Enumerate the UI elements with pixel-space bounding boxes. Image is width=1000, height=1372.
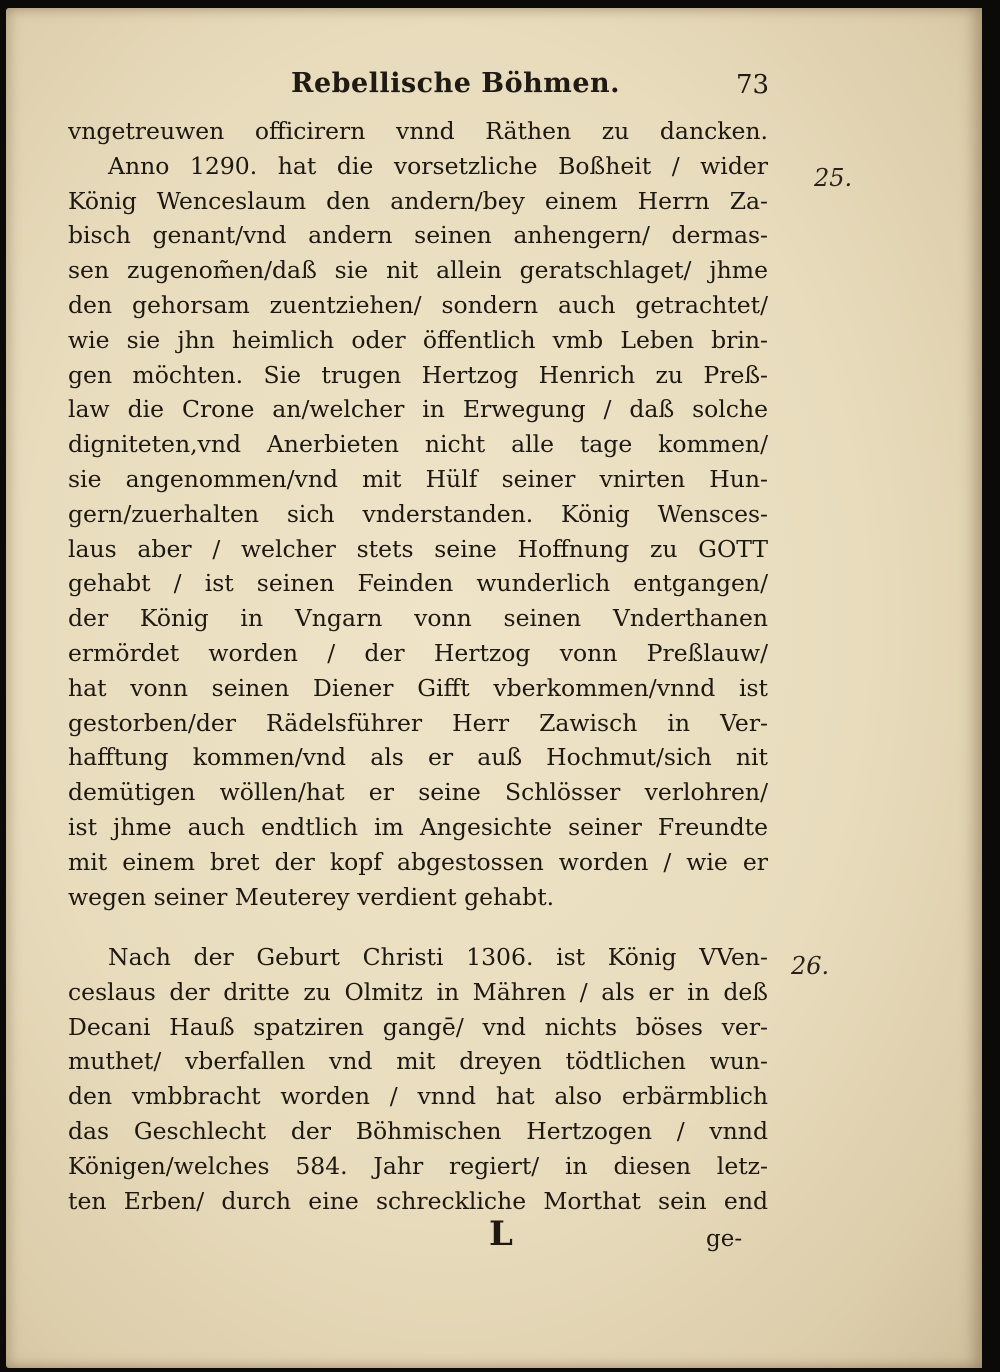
text-line: ist jhme auch endtlich im Angesichte seiner Freundte: [68, 812, 768, 841]
text-line: König Wenceslaum den andern/bey einem Herrn Za-: [68, 186, 768, 215]
text-line: sie angenommen/vnd mit Hülf seiner vnirten Hun-: [68, 464, 768, 493]
text-line: digniteten,vnd Anerbieten nicht alle tage kommen/: [68, 430, 768, 459]
text-line: vngetreuwen officirern vnnd Räthen zu dancken.: [68, 117, 768, 145]
text-line: Anno 1290. hat die vorsetzliche Boßheit / wider: [108, 151, 768, 180]
text-line: gestorben/der Rädelsführer Herr Zawisch in Ver-: [68, 708, 768, 737]
text-line: ceslaus der dritte zu Olmitz in Mähren / als er in deß: [68, 977, 768, 1006]
text-line: gehabt / ist seinen Feinden wunderlich entgangen/: [68, 569, 768, 598]
text-line: gen möchten. Sie trugen Hertzog Henrich zu Preß-: [68, 360, 768, 389]
text-line: law die Crone an/welcher in Erwegung / daß solche: [68, 395, 768, 424]
text-line: ten Erben/ durch eine schreckliche Morthat sein end: [68, 1186, 768, 1215]
page-header: [76, 64, 776, 104]
paragraph-2: [68, 940, 768, 1218]
text-line: hat vonn seinen Diener Gifft vberkommen/vnnd ist: [68, 673, 768, 702]
text-line: Decani Hauß spatziren gangē/ vnd nichts böses ver-: [68, 1012, 768, 1041]
margin-note-26: 26.: [791, 952, 830, 980]
text-line: demütigen wöllen/hat er seine Schlösser verlohren/: [68, 778, 768, 807]
margin-note-25: 25.: [814, 164, 853, 192]
text-line: den gehorsam zuentziehen/ sondern auch getrachtet/: [68, 290, 768, 319]
text-line: wegen seiner Meuterey verdient gehabt.: [68, 882, 555, 911]
running-title: Rebellische Böhmen.: [291, 68, 621, 99]
text-line: muthet/ vberfallen vnd mit dreyen tödtlichen wun-: [68, 1047, 768, 1076]
catchword: ge-: [706, 1226, 743, 1252]
paper-page: [6, 8, 982, 1368]
text-line: den vmbbracht worden / vnnd hat also erbärmblich: [68, 1082, 768, 1111]
paragraph-1: [68, 114, 768, 914]
text-line: mit einem bret der kopf abgestossen worden / wie er: [68, 847, 768, 876]
text-line: laus aber / welcher stets seine Hoffnung zu GOTT: [68, 534, 768, 563]
text-line: sen zugenom̃en/daß sie nit allein geratschlaget/ jhme: [68, 256, 768, 285]
text-line: wie sie jhn heimlich oder öffentlich vmb Leben brin-: [68, 325, 768, 354]
text-line: Königen/welches 584. Jahr regiert/ in diesen letz-: [68, 1151, 768, 1180]
signature-mark: L: [489, 1214, 513, 1254]
text-line: gern/zuerhalten sich vnderstanden. König Wensces-: [68, 499, 768, 528]
text-line: Nach der Geburt Christi 1306. ist König VVen-: [108, 943, 768, 971]
text-line: bisch genant/vnd andern seinen anhengern/ dermas-: [68, 221, 768, 250]
page-number: 73: [736, 70, 770, 100]
text-line: der König in Vngarn vonn seinen Vnderthanen: [68, 604, 768, 633]
text-line: das Geschlecht der Böhmischen Hertzogen / vnnd: [68, 1116, 768, 1145]
text-line: hafftung kommen/vnd als er auß Hochmut/sich nit: [68, 743, 768, 772]
text-line: ermördet worden / der Hertzog vonn Preßlauw/: [68, 638, 768, 667]
